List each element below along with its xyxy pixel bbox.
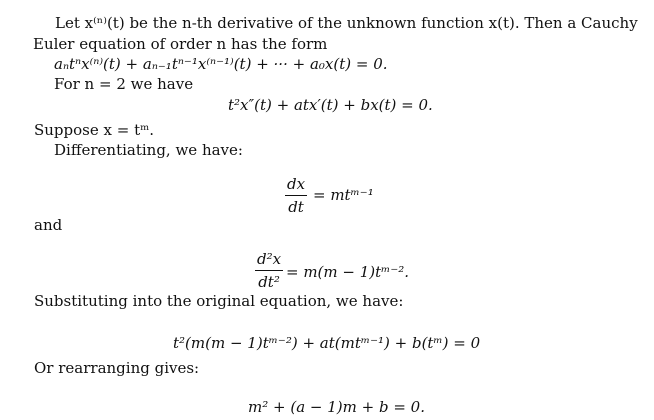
fraction-bar [285, 195, 307, 196]
differentiating-line: Differentiating, we have: [54, 141, 243, 159]
second-derivative-denominator: dt² [258, 273, 280, 291]
first-derivative-numerator: dx [287, 175, 306, 193]
general-equation: aₙtⁿx⁽ⁿ⁾(t) + aₙ₋₁tⁿ⁻¹x⁽ⁿ⁻¹⁾(t) + ··· + a₀x(t) = 0. [54, 55, 388, 73]
second-derivative-numerator: d²x [257, 250, 282, 268]
fraction-bar [255, 270, 283, 271]
and-label: and [34, 216, 63, 234]
substituting-line: Substituting into the original equation, we have: [34, 292, 404, 310]
first-derivative-fraction [285, 175, 307, 216]
paragraph-line-2: Euler equation of order n has the form [33, 35, 328, 53]
second-order-equation: t²x″(t) + atx′(t) + bx(t) = 0. [228, 96, 433, 114]
for-n-equals-2: For n = 2 we have [54, 75, 194, 93]
characteristic-equation: m² + (a − 1)m + b = 0. [248, 398, 425, 416]
second-derivative-fraction [255, 250, 283, 291]
substituted-equation: t²(m(m − 1)tᵐ⁻²) + at(mtᵐ⁻¹) + b(tᵐ) = 0 [173, 334, 481, 352]
first-derivative-rhs: = mtᵐ⁻¹ [313, 186, 374, 204]
suppose-line: Suppose x = tᵐ. [34, 121, 155, 139]
second-derivative-rhs: = m(m − 1)tᵐ⁻². [286, 263, 410, 281]
rearranging-line: Or rearranging gives: [34, 359, 200, 377]
first-derivative-denominator: dt [288, 198, 304, 216]
paragraph-line-1: Let x⁽ⁿ⁾(t) be the n-th derivative of the unknown function x(t). Then a Cauchy [55, 14, 638, 32]
